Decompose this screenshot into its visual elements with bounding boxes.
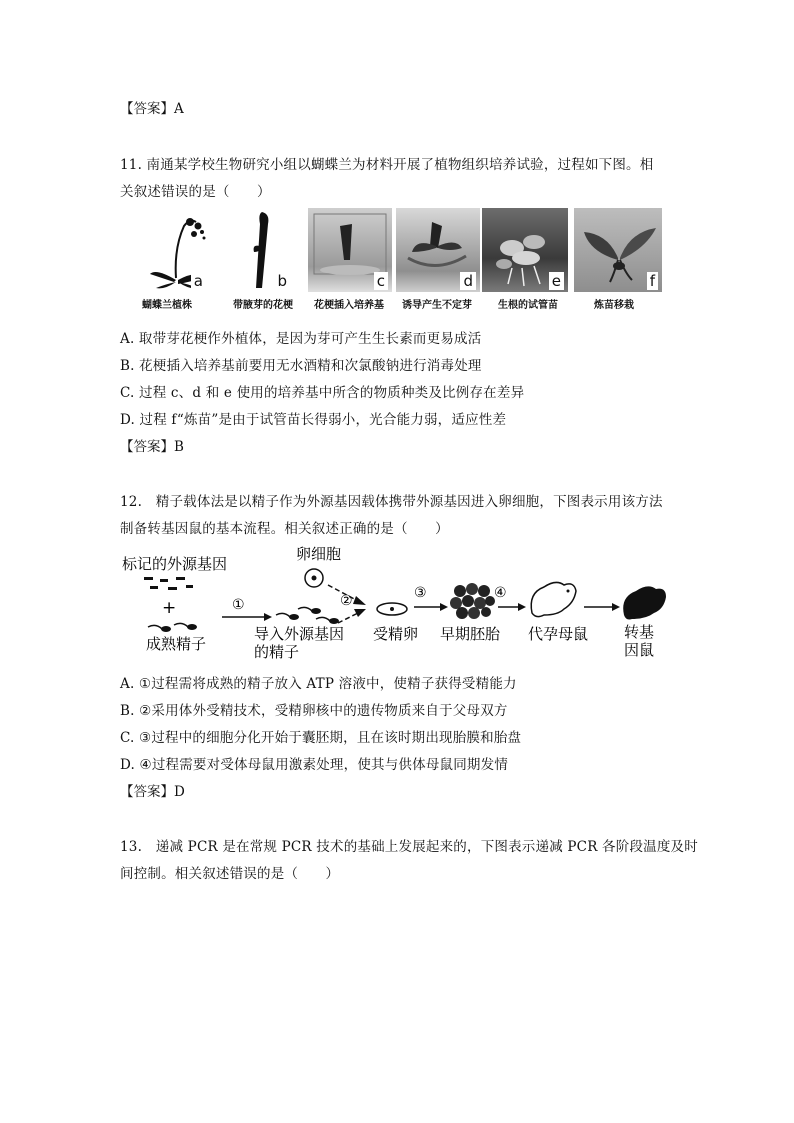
gene-fragments (144, 577, 193, 590)
label-sperm-with-gene-2: 的精子 (254, 643, 300, 661)
q11-option-a: A. 取带芽花梗作外植体，是因为芽可产生生长素而更易成活 (120, 331, 482, 347)
step-2: ② (340, 593, 353, 609)
arrow-egg-head (353, 596, 366, 605)
q11-stem-line1: 11. 南通某学校生物研究小组以蝴蝶兰为材料开展了植物组织培养试验，过程如下图。相 (120, 157, 654, 173)
label-mature-sperm: 成熟精子 (146, 635, 207, 653)
panel-f-letter: f (647, 272, 658, 290)
arrow-5-head (612, 603, 620, 611)
step-3: ③ (414, 585, 427, 601)
q11-option-d: D. 过程 f“炼苗”是由于试管苗长得弱小，光合能力弱，适应性差 (120, 412, 507, 428)
q11-figure (142, 208, 664, 314)
caption-a: 蝴蝶兰植株 (142, 300, 192, 311)
sperm-icons (148, 623, 197, 632)
panel-c-letter: c (374, 272, 388, 290)
panel-a-letter: a (191, 272, 206, 290)
step-4: ④ (494, 585, 507, 601)
panel-e-letter: e (549, 272, 564, 290)
panel-e (482, 208, 568, 292)
q12-option-d: D. ④过程需要对受体母鼠用激素处理，使其与供体母鼠同期发情 (120, 757, 509, 773)
panel-a (146, 208, 208, 292)
panel-b-letter: b (274, 272, 290, 290)
q11-option-c: C. 过程 c、d 和 e 使用的培养基中所含的物质种类及比例存在差异 (120, 385, 525, 401)
early-embryo-icon (450, 583, 495, 619)
q12-stem-line1: 12. 精子载体法是以精子作为外源基因载体携带外源基因进入卵细胞，下图表示用该方法 (120, 494, 663, 510)
caption-f: 炼苗移栽 (594, 300, 634, 311)
q11-stem-line2: 关叙述错误的是（ ） (120, 184, 271, 200)
zygote-nucleus-icon (390, 607, 394, 611)
label-surrogate: 代孕母鼠 (528, 625, 589, 643)
answer-prev: 【答案】A (120, 101, 184, 117)
label-fertilized-egg: 受精卵 (373, 625, 419, 643)
panel-f (574, 208, 662, 292)
q12-option-b: B. ②采用体外受精技术，受精卵核中的遗传物质来自于父母双方 (120, 703, 508, 719)
answer-q11: 【答案】B (120, 439, 184, 455)
label-transgenic-2: 因鼠 (624, 641, 655, 659)
step-1: ① (232, 597, 245, 613)
caption-d: 诱导产生不定芽 (402, 300, 472, 311)
arrow-1-head (264, 613, 272, 621)
arrow-4-head (518, 603, 526, 611)
plus-sign: + (162, 598, 177, 618)
label-early-embryo: 早期胚胎 (440, 625, 501, 643)
caption-c: 花梗插入培养基 (314, 300, 384, 311)
caption-b: 带腋芽的花梗 (233, 300, 293, 311)
q12-option-a: A. ①过程需将成熟的精子放入 ATP 溶液中，使精子获得受精能力 (120, 676, 517, 692)
sperm-with-gene-icons (276, 607, 339, 624)
caption-e: 生根的试管苗 (498, 300, 558, 311)
panel-b (232, 208, 294, 292)
egg-nucleus-icon (312, 576, 317, 581)
q12-flow-diagram (118, 543, 668, 663)
arrow-sperm (338, 613, 358, 623)
panel-d-letter: d (460, 272, 476, 290)
label-marked-gene: 标记的外源基因 (122, 555, 228, 573)
arrow-sperm-head (354, 609, 366, 617)
q13-stem-line1: 13. 递减 PCR 是在常规 PCR 技术的基础上发展起来的，下图表示递减 PCR 各阶段温度及时 (120, 839, 698, 855)
q12-option-c: C. ③过程中的细胞分化开始于囊胚期，且在该时期出现胎膜和胎盘 (120, 730, 522, 746)
q13-stem-line2: 间控制。相关叙述错误的是（ ） (120, 866, 340, 882)
transgenic-mouse-icon (623, 586, 666, 619)
q12-stem-line2: 制备转基因鼠的基本流程。相关叙述正确的是（ ） (120, 521, 449, 537)
label-sperm-with-gene-1: 导入外源基因 (254, 625, 345, 643)
answer-q12: 【答案】D (120, 784, 185, 800)
surrogate-mouse-icon (531, 582, 576, 616)
label-egg: 卵细胞 (296, 545, 342, 563)
panel-d (396, 208, 480, 292)
panel-c (308, 208, 392, 292)
arrow-3-head (440, 603, 448, 611)
q11-option-b: B. 花梗插入培养基前要用无水酒精和次氯酸钠进行消毒处理 (120, 358, 482, 374)
label-transgenic-1: 转基 (624, 623, 655, 641)
